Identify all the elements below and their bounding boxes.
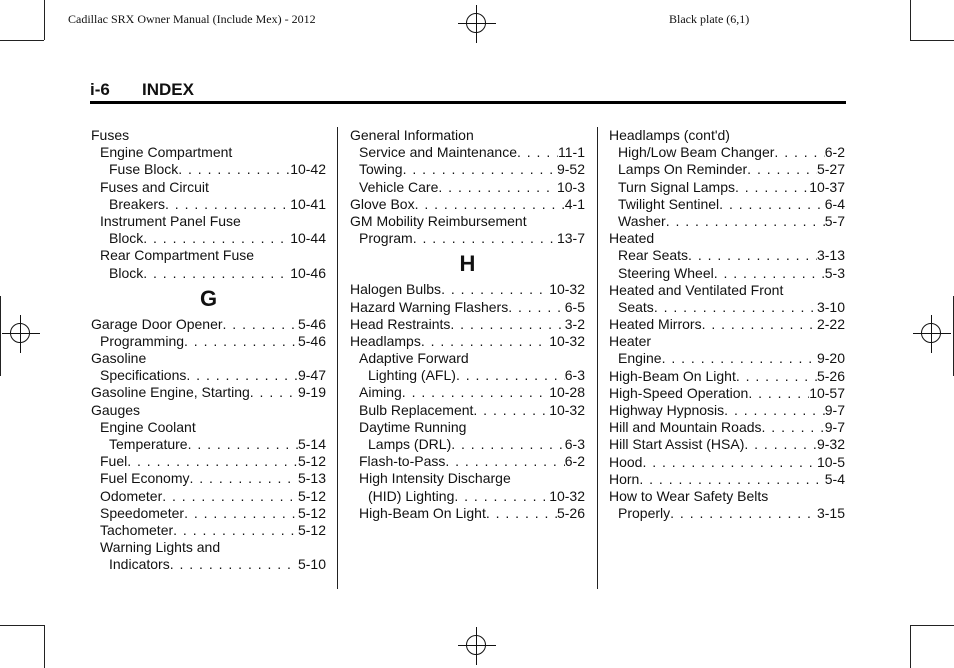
index-entry-page: 10-32 — [549, 487, 585, 504]
index-entry-term: Twilight Sentinel — [618, 195, 720, 212]
dot-leader — [719, 196, 825, 213]
index-entry-term: Heater — [609, 333, 652, 350]
index-entry — [609, 350, 845, 367]
index-entry-page: 9-32 — [816, 436, 845, 453]
index-entry-term: Head Restraints — [350, 315, 451, 332]
index-entry-term: Breakers — [109, 195, 166, 212]
index-entry-page: 10-46 — [290, 264, 326, 281]
crop-mark-bottom-left-v — [44, 625, 45, 668]
index-entry-term: Hood — [609, 453, 643, 470]
running-header-plate: Black plate (6,1) — [669, 12, 750, 26]
index-entry-page: 6-2 — [564, 453, 585, 470]
index-entry — [609, 385, 845, 402]
dot-leader — [127, 453, 298, 470]
index-entry-page: 5-26 — [556, 504, 585, 521]
column-divider-1 — [337, 127, 338, 589]
index-entry-term: Fuel Economy — [100, 470, 190, 487]
index-entry — [350, 470, 585, 487]
index-entry-page: 4-1 — [564, 195, 585, 212]
index-entry-term: Gasoline — [91, 350, 147, 367]
dot-leader — [508, 299, 565, 316]
index-entry — [350, 161, 585, 178]
dot-leader — [186, 367, 298, 384]
dot-leader — [724, 402, 825, 419]
index-entry — [91, 213, 326, 230]
index-entry-page: 6-5 — [564, 298, 585, 315]
index-entry-term: Daytime Running — [359, 418, 467, 435]
index-entry-term: Speedometer — [100, 504, 185, 521]
index-entry-term: Headlamps (cont'd) — [609, 127, 730, 143]
index-entry — [609, 247, 845, 264]
index-entry — [91, 230, 326, 247]
index-entry-term: Seats — [618, 298, 654, 315]
index-entry-page: 10-42 — [290, 161, 326, 178]
index-entry — [91, 179, 326, 196]
dot-leader — [642, 454, 817, 471]
index-entry — [91, 419, 326, 436]
dot-leader — [189, 470, 297, 487]
dot-leader — [666, 213, 825, 230]
index-entry — [609, 196, 845, 213]
dot-leader — [178, 161, 290, 178]
index-entry-page: 13-7 — [556, 230, 585, 247]
index-entry-term: Adaptive Forward — [359, 350, 469, 367]
index-entry-term: High Intensity Discharge — [359, 470, 511, 487]
index-entry-term: Hill and Mountain Roads — [609, 419, 762, 436]
dot-leader — [517, 144, 558, 161]
index-entry-page: 5-26 — [816, 367, 845, 384]
dot-leader — [774, 144, 824, 161]
dot-leader — [454, 488, 549, 505]
index-entry-term: Hazard Warning Flashers — [350, 298, 509, 315]
index-entry — [91, 350, 326, 367]
dot-leader — [736, 368, 817, 385]
index-entry-term: Heated Mirrors — [609, 316, 702, 333]
index-entry-term: Fuses — [91, 127, 130, 143]
index-column-2 — [350, 127, 585, 522]
index-entry-term: Heated and Ventilated Front — [609, 281, 784, 298]
index-entry-page: 10-57 — [809, 384, 845, 401]
index-entry — [350, 384, 585, 401]
index-entry-term: Block — [109, 264, 144, 281]
index-entry-term: Towing — [359, 161, 403, 178]
index-entry-page: 10-5 — [816, 453, 845, 470]
index-entry — [91, 453, 326, 470]
index-entry-term: Specifications — [100, 367, 187, 384]
index-entry — [91, 436, 326, 453]
index-entry — [91, 539, 326, 556]
index-entry — [350, 230, 585, 247]
section-title: INDEX — [142, 80, 194, 99]
index-entry-term: Headlamps — [350, 332, 421, 349]
section-heading — [90, 80, 194, 100]
index-entry — [350, 127, 585, 144]
index-entry-page: 6-4 — [824, 195, 845, 212]
index-entry-term: Gauges — [91, 401, 141, 418]
index-entry — [609, 299, 845, 316]
index-entry — [350, 316, 585, 333]
index-entry-term: How to Wear Safety Belts — [609, 487, 769, 504]
index-entry — [91, 161, 326, 178]
index-entry — [91, 522, 326, 539]
index-entry — [609, 488, 845, 505]
dot-leader — [451, 436, 565, 453]
index-entry-page: 5-7 — [824, 212, 845, 229]
dot-leader — [184, 505, 298, 522]
index-entry-term: Garage Door Opener — [91, 315, 223, 332]
crop-mark-left-mid — [0, 296, 1, 376]
index-entry-page: 10-32 — [549, 401, 585, 418]
index-entry-term: Engine Compartment — [100, 144, 233, 161]
index-entry — [350, 402, 585, 419]
registration-mark-left — [2, 315, 40, 353]
index-entry — [609, 213, 845, 230]
index-entry-page: 5-27 — [816, 161, 845, 178]
index-entry-page: 3-15 — [816, 505, 845, 522]
heading-rule — [90, 101, 846, 104]
index-entry — [609, 436, 845, 453]
index-entry-page: 5-46 — [297, 332, 326, 349]
dot-leader — [184, 333, 298, 350]
index-entry-page: 5-3 — [824, 264, 845, 281]
index-entry-page: 11-1 — [558, 144, 585, 161]
index-entry-term: Bulb Replacement — [359, 401, 474, 418]
registration-mark-top — [458, 5, 496, 43]
index-entry — [91, 556, 326, 573]
index-entry — [609, 505, 845, 522]
page-number: i-6 — [90, 80, 110, 99]
index-entry-term: Engine Coolant — [100, 418, 196, 435]
index-entry-term: Flash-to-Pass — [359, 453, 446, 470]
dot-leader — [654, 299, 817, 316]
index-entry — [609, 179, 845, 196]
index-entry-term: Rear Compartment Fuse — [100, 247, 255, 264]
dot-leader — [762, 419, 825, 436]
index-entry-page: 5-4 — [824, 470, 845, 487]
registration-mark-bottom — [458, 627, 496, 665]
index-entry-page: 5-12 — [297, 521, 326, 538]
index-entry — [609, 230, 845, 247]
index-entry-page: 10-41 — [290, 195, 326, 212]
dot-leader — [402, 384, 549, 401]
index-entry — [91, 247, 326, 264]
index-entry-page: 6-3 — [564, 436, 585, 452]
index-entry — [350, 436, 585, 453]
index-entry-term: Properly — [618, 505, 671, 522]
crop-mark-top-right-v — [910, 0, 911, 40]
index-entry — [91, 196, 326, 213]
index-entry-term: Heated — [609, 230, 655, 247]
index-entry — [91, 505, 326, 522]
index-entry-term: Odometer — [100, 487, 163, 504]
dot-leader — [441, 281, 549, 298]
index-entry-term: Steering Wheel — [618, 264, 714, 281]
index-entry-term: Program — [359, 230, 413, 247]
index-entry-term: Fuel — [100, 453, 128, 470]
index-entry — [91, 488, 326, 505]
index-entry-term: Gasoline Engine, Starting — [91, 384, 250, 401]
index-entry — [609, 419, 845, 436]
index-entry — [350, 350, 585, 367]
dot-leader — [450, 316, 564, 333]
dot-leader — [415, 196, 565, 213]
index-entry — [91, 384, 326, 401]
index-entry-term: Glove Box — [350, 195, 415, 212]
index-entry-page: 10-32 — [549, 332, 585, 349]
index-entry-term: Rear Seats — [618, 247, 689, 264]
index-entry — [609, 471, 845, 488]
crop-mark-top-left-h — [0, 40, 44, 41]
index-entry-page: 10-3 — [556, 178, 585, 195]
index-entry-term: Engine — [618, 350, 662, 367]
index-entry — [609, 161, 845, 178]
index-entry-term: High-Beam On Light — [359, 504, 486, 521]
index-entry-term: Horn — [609, 470, 640, 487]
index-entry — [91, 265, 326, 282]
dot-leader — [165, 196, 290, 213]
index-entry-page: 10-37 — [809, 178, 845, 195]
index-entry-term: Lamps On Reminder — [618, 161, 748, 178]
index-entry — [609, 282, 845, 299]
index-entry-page: 9-7 — [824, 419, 845, 436]
index-entry — [609, 265, 845, 282]
index-entry-page: 9-7 — [824, 402, 845, 418]
index-entry-page: 6-3 — [564, 367, 585, 384]
index-entry — [350, 488, 585, 505]
dot-leader — [670, 505, 817, 522]
crop-mark-bottom-left-h — [0, 625, 44, 626]
index-entry-term: Washer — [618, 212, 666, 229]
index-entry-term: GM Mobility Reimbursement — [350, 212, 527, 229]
index-entry-page: 5-10 — [297, 556, 326, 573]
index-entry-page: 3-13 — [816, 247, 845, 264]
index-entry — [91, 402, 326, 419]
index-entry-term: Hill Start Assist (HSA) — [609, 436, 745, 453]
index-entry-term: Instrument Panel Fuse — [100, 212, 241, 229]
crop-mark-bottom-right-v — [910, 625, 911, 668]
dot-leader — [702, 316, 817, 333]
index-entry — [350, 419, 585, 436]
crop-mark-top-right-h — [910, 40, 954, 41]
index-entry-page: 10-28 — [549, 384, 585, 401]
index-entry — [350, 196, 585, 213]
index-entry-term: Vehicle Care — [359, 178, 439, 195]
index-entry — [350, 505, 585, 522]
index-column-1 — [91, 127, 326, 574]
index-entry — [91, 127, 326, 144]
index-entry-term: Service and Maintenance — [359, 144, 517, 161]
index-entry-page: 9-19 — [297, 384, 326, 401]
column-divider-2 — [597, 127, 598, 589]
index-entry — [609, 333, 845, 350]
index-entry-term: Block — [109, 230, 144, 247]
dot-leader — [688, 247, 817, 264]
index-entry-term: Highway Hypnosis — [609, 402, 725, 418]
index-entry-term: Lighting (AFL) — [368, 367, 456, 384]
index-entry — [350, 144, 585, 161]
dot-leader — [456, 367, 565, 384]
registration-mark-right — [913, 315, 951, 353]
index-entry — [350, 333, 585, 350]
dot-leader — [223, 316, 298, 333]
index-letter-heading: H — [459, 251, 476, 277]
index-entry-term: Warning Lights and — [100, 539, 221, 556]
dot-leader — [403, 161, 557, 178]
index-entry-term: Fuses and Circuit — [100, 178, 209, 195]
index-entry-page: 10-32 — [549, 281, 585, 298]
dot-leader — [170, 556, 298, 573]
dot-leader — [639, 471, 824, 488]
crop-mark-bottom-right-h — [910, 625, 954, 626]
dot-leader — [744, 436, 817, 453]
index-entry — [609, 144, 845, 161]
index-entry-term: Indicators — [109, 556, 170, 573]
index-entry-term: Programming — [100, 332, 185, 349]
dot-leader — [188, 436, 298, 453]
index-entry-page: 10-44 — [290, 230, 326, 247]
index-entry-term: Turn Signal Lamps — [618, 178, 735, 195]
index-entry-page: 5-12 — [297, 504, 326, 521]
dot-leader — [735, 179, 809, 196]
dot-leader — [438, 179, 557, 196]
dot-leader — [486, 505, 557, 522]
index-entry — [91, 316, 326, 333]
index-entry — [91, 367, 326, 384]
index-entry-term: Fuse Block — [109, 161, 179, 178]
index-entry-term: Aiming — [359, 384, 402, 401]
index-entry — [350, 299, 585, 316]
index-letter-heading: G — [199, 285, 218, 311]
dot-leader — [143, 265, 290, 282]
index-entry-page: 5-14 — [297, 436, 326, 452]
index-entry-term: General Information — [350, 127, 474, 143]
dot-leader — [748, 385, 809, 402]
index-column-3 — [609, 127, 845, 522]
index-entry — [91, 144, 326, 161]
index-entry — [609, 316, 845, 333]
index-entry-page: 5-12 — [297, 487, 326, 504]
index-entry — [91, 470, 326, 487]
dot-leader — [662, 350, 817, 367]
index-entry-page: 9-52 — [556, 161, 585, 178]
dot-leader — [173, 522, 298, 539]
index-entry-term: High/Low Beam Changer — [618, 144, 775, 161]
dot-leader — [473, 402, 549, 419]
dot-leader — [747, 161, 817, 178]
index-entry-page: 9-20 — [816, 350, 845, 367]
index-entry-page: 3-2 — [564, 315, 585, 332]
index-entry-page: 2-22 — [816, 316, 845, 333]
dot-leader — [143, 230, 290, 247]
index-entry-page: 5-13 — [297, 470, 326, 487]
index-entry-term: Lamps (DRL) — [368, 436, 452, 452]
index-entry — [350, 367, 585, 384]
index-entry — [350, 453, 585, 470]
index-entry-term: High-Beam On Light — [609, 367, 736, 384]
index-entry — [609, 127, 845, 144]
index-entry — [350, 281, 585, 298]
index-entry — [91, 333, 326, 350]
dot-leader — [445, 453, 564, 470]
dot-leader — [421, 333, 549, 350]
index-entry — [609, 368, 845, 385]
index-entry — [609, 402, 845, 419]
dot-leader — [162, 488, 298, 505]
index-entry-term: Tachometer — [100, 521, 174, 538]
index-entry-term: High-Speed Operation — [609, 384, 749, 401]
index-entry — [609, 454, 845, 471]
index-entry-term: (HID) Lighting — [368, 487, 455, 504]
index-entry — [350, 179, 585, 196]
index-entry-page: 9-47 — [297, 367, 326, 384]
index-entry-page: 5-46 — [297, 315, 326, 332]
dot-leader — [250, 384, 298, 401]
index-entry — [350, 213, 585, 230]
index-entry-term: Temperature — [109, 436, 188, 452]
dot-leader — [714, 265, 825, 282]
crop-mark-top-left-v — [44, 0, 45, 40]
index-entry-page: 3-10 — [816, 298, 845, 315]
running-header-title: Cadillac SRX Owner Manual (Include Mex) - 2012 — [68, 12, 316, 26]
index-entry-term: Halogen Bulbs — [350, 281, 442, 298]
dot-leader — [413, 230, 557, 247]
index-entry-page: 6-2 — [824, 144, 845, 161]
index-entry-page: 5-12 — [297, 453, 326, 470]
